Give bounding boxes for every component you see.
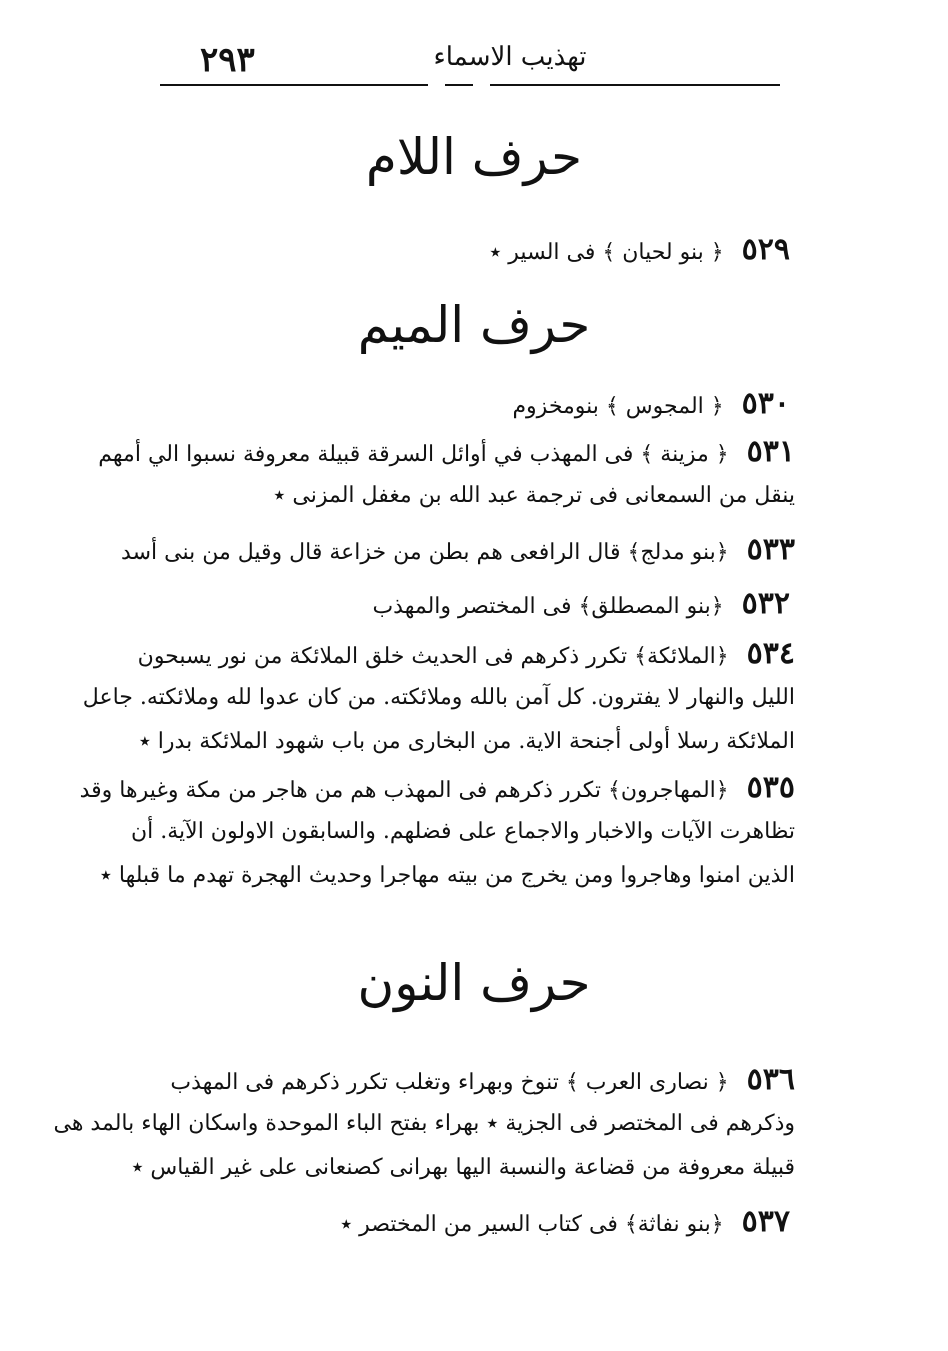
entry-534 [82,632,795,764]
entry-number: ٥٣٢ [741,586,790,621]
entry-number: ٥٣١ [746,434,795,469]
entry-537 [340,1200,790,1247]
entry-line: قبيلة معروفة من قضاعة والنسبة اليها بهرانى كصنعانى على غير القياس ٭ [131,1155,795,1180]
header-rule [490,84,780,86]
entry-533 [121,528,795,572]
entry-line [155,1058,795,1102]
entry-number: ٥٢٩ [741,232,790,267]
entry-text: ﴿بنو مدلج﴾ قال الرافعى هم بطن من خزاعة قال وقيل من بنى أسد [121,540,729,565]
entry-text: ﴿ المجوس ﴾ بنومخزوم [512,394,724,419]
entry-text: ﴿بنو المصطلق﴾ فى المختصر والمهذب [372,594,724,619]
entry-529 [489,228,790,275]
entry-number: ٥٣٠ [741,386,790,421]
page-header [160,38,780,94]
entry-line: تظاهرت الآيات والاخبار والاجماع على فضلهم. والسابقون الاولون الآية. أن [130,819,795,844]
entry-text: ﴿ بنو لحيان ﴾ فى السير ٭ [489,240,724,265]
entry-number: ٥٣٥ [746,770,795,805]
entry-text: ﴿بنو نفاثة﴾ فى كتاب السير من المختصر ٭ [340,1212,724,1237]
entry-number: ٥٣٣ [746,532,795,567]
entry-532 [372,582,790,629]
section-heading-lam: حرف اللام [365,128,583,186]
entry-line: ينقل من السمعانى فى ترجمة عبد الله بن مغفل المزنى ٭ [273,483,795,508]
entry-text: ﴿المهاجرون﴾ تكرر ذكرهم فى المهذب هم من هاجر من مكة وغيرها وقد [79,778,729,803]
page-number: ٢٩٣ [200,40,255,80]
header-rule-ornament [445,84,473,86]
header-rule [160,84,428,86]
entry-line [137,632,795,676]
entry-text: ﴿ نصارى العرب ﴾ تنوخ وبهراء وتغلب تكرر ذكرهم فى المهذب [170,1070,729,1095]
entry-line [121,528,795,572]
entry-line: الليل والنهار لا يفترون. كل آمن بالله وملائكته. من كان عدوا لله وملائكته. جاعل [82,685,795,710]
entry-535 [79,766,795,898]
entry-536 [53,1058,795,1190]
entry-line [79,766,795,810]
section-heading-nun: حرف النون [357,954,591,1012]
entry-line: وذكرهم فى المختصر فى الجزية ٭ بهراء بفتح الباء الموحدة واسكان الهاء بالمد هى [53,1111,795,1136]
running-title: تهذيب الاسماء [433,42,587,72]
section-heading-mim: حرف الميم [357,296,591,354]
entry-number: ٥٣٦ [746,1062,795,1097]
entry-text: ﴿ مزينة ﴾ فى المهذب في أوائل السرقة قبيلة معروفة نسبوا الي أمهم [98,442,729,467]
entry-number: ٥٣٤ [746,636,795,671]
entry-number: ٥٣٧ [741,1204,790,1239]
entry-line: الذين امنوا وهاجروا ومن يخرج من بيته مهاجرا وحديث الهجرة تهدم ما قبلها ٭ [99,863,795,888]
entry-line: الملائكة رسلا أولى أجنحة الاية. من البخارى من باب شهود الملائكة بدرا ٭ [138,729,795,754]
entry-530 [512,382,790,429]
entry-text: ﴿الملائكة﴾ تكرر ذكرهم فى الحديث خلق الملائكة من نور يسبحون [137,644,729,669]
entry-531 [98,430,795,518]
entry-line [98,430,795,474]
